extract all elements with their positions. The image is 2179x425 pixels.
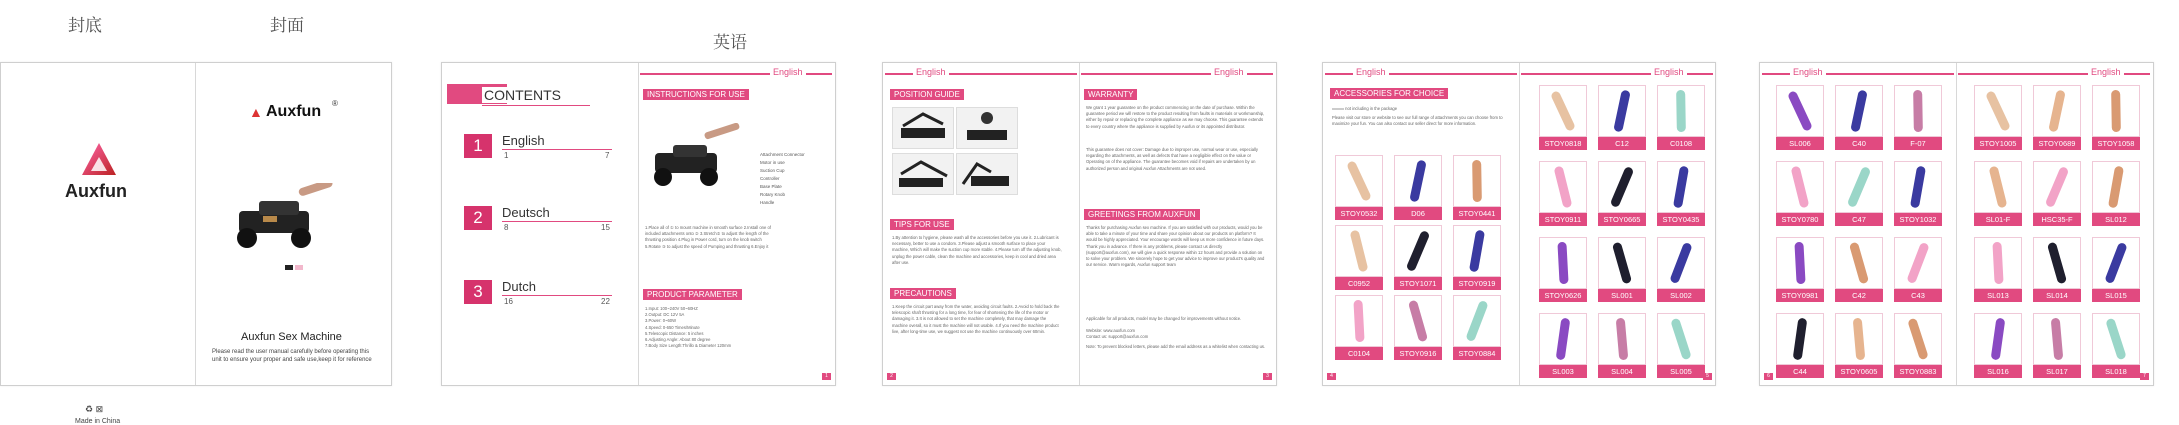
warranty-text: We grant 1 year guarantee on the product commencing on the date of purchase. Within the guarantee period we will restore to the product resulting from faults in materials or workmanship, either by repair or replacing the complete appliance as we may choose. This guarantee extends to every country where the appliance is supplied by Auxfun or its appointed distributor. (1086, 105, 1265, 129)
product-code: STOY0689 (2033, 137, 2081, 150)
part-label: Controller (760, 176, 780, 181)
product-image (1657, 161, 1705, 213)
part-label: Handle (760, 200, 775, 205)
product-image (1394, 225, 1442, 277)
contact-text: Contact us: support@auxfun.com (1086, 334, 1149, 339)
toc-end: 7 (605, 151, 610, 160)
product-tile[interactable] (1835, 313, 1883, 379)
accessories-spread (1322, 62, 1716, 386)
applicable-text: Applicable for all products, model may be changed for improvements without notice. (1086, 316, 1242, 321)
product-tile[interactable] (1539, 237, 1587, 303)
product-code: F-07 (1894, 137, 1942, 150)
cover-spread (0, 62, 392, 425)
product-image (1776, 237, 1824, 289)
page-number: 1 (822, 373, 831, 380)
product-tile[interactable] (1598, 313, 1646, 379)
product-image (1894, 313, 1942, 365)
instructions-title: INSTRUCTIONS FOR USE (643, 89, 749, 100)
front-cover-label: 封面 (270, 16, 304, 36)
page-header: English (1958, 67, 2150, 77)
part-label: Suction Cup (760, 168, 785, 173)
toc-end: 15 (601, 223, 610, 232)
product-image (2033, 161, 2081, 213)
product-image (2092, 313, 2140, 365)
product-tile[interactable] (2033, 85, 2081, 151)
product-code: SL015 (2092, 289, 2140, 302)
product-code: STOY0981 (1776, 289, 1824, 302)
accessory-grid (1539, 85, 1705, 379)
product-tile[interactable] (1894, 313, 1942, 379)
product-shape (1989, 166, 2008, 209)
product-image (1894, 237, 1942, 289)
page-header: English (1325, 67, 1517, 77)
product-code: C44 (1776, 365, 1824, 378)
product-shape (1353, 300, 1364, 342)
warranty-title: WARRANTY (1084, 89, 1137, 100)
product-code: STOY0884 (1453, 347, 1501, 360)
product-code: C43 (1894, 289, 1942, 302)
product-tile[interactable] (1598, 237, 1646, 303)
product-image (2033, 85, 2081, 137)
product-code: SL018 (2092, 365, 2140, 378)
product-code: SL003 (1539, 365, 1587, 378)
product-shape (1907, 318, 1929, 361)
product-code: STOY0780 (1776, 213, 1824, 226)
front-cover-brand: Auxfun (266, 103, 322, 120)
product-shape (1550, 90, 1576, 132)
product-tile[interactable] (2033, 161, 2081, 227)
product-code: STOY0532 (1335, 207, 1383, 220)
product-shape (1991, 318, 2006, 361)
recycle-icon: ♻ ⊠ (85, 404, 104, 414)
product-shape (1992, 242, 2003, 284)
product-image (1394, 155, 1442, 207)
product-shape (1847, 166, 1872, 208)
product-shape (1676, 90, 1686, 132)
product-code: HSC35-F (2033, 213, 2081, 226)
toc-label[interactable]: Dutch (502, 279, 536, 294)
product-tile[interactable] (1539, 85, 1587, 151)
product-code: SL016 (1974, 365, 2022, 378)
product-image (1776, 161, 1824, 213)
product-code: STOY0883 (1894, 365, 1942, 378)
accessories-note: not including in the package (1332, 106, 1502, 112)
catalog-spread (1759, 62, 2154, 386)
product-shape (2048, 90, 2066, 133)
product-code: STOY0605 (1835, 365, 1883, 378)
contents-title: CONTENTS (484, 87, 561, 103)
product-code: STOY0911 (1539, 213, 1587, 226)
product-tile[interactable] (1894, 237, 1942, 303)
page-header: English (1762, 67, 1954, 77)
product-image (1974, 85, 2022, 137)
product-shape (1985, 90, 2011, 132)
product-shape (2104, 242, 2127, 284)
page-header: English (640, 67, 832, 77)
product-tile[interactable] (1453, 225, 1501, 291)
product-tile[interactable] (1394, 155, 1442, 221)
product-tile[interactable] (2092, 161, 2140, 227)
product-shape (2047, 242, 2067, 285)
product-image (1394, 295, 1442, 347)
product-shape (1613, 90, 1631, 133)
product-shape (1346, 160, 1372, 202)
product-image (1598, 85, 1646, 137)
product-code: STOY0916 (1394, 347, 1442, 360)
product-image (1835, 85, 1883, 137)
parts-list (760, 151, 805, 207)
product-code: SL006 (1776, 137, 1824, 150)
product-shape (1791, 166, 1810, 209)
front-cover-logo-icon: ▲ (249, 104, 263, 120)
product-image (1974, 237, 2022, 289)
toc-number: 3 (464, 280, 492, 304)
greetings-text: Thanks for purchasing Auxfun sex machine. If you are satisfied with our products, would you be able to take a minute of your time and share your opinion about our products on platform? It would be highly appreciated. Your encourage words will keep us more confidence in future days. Thank you in advance. If there is any problems, please contact us directly (support@auxfun.com), we will give a quick response within 12 hours and provide a solution on to solve your problem. We sincerely hope to get your advice to improve our product's quality and our service. Warm regards, Auxfun support team (1086, 225, 1265, 268)
product-tile[interactable] (1657, 313, 1705, 379)
product-shape (1787, 90, 1813, 132)
product-tile[interactable] (1539, 313, 1587, 379)
page-number: 2 (887, 373, 896, 380)
product-image (1539, 313, 1587, 365)
catalog-grid (1974, 85, 2140, 379)
product-tile[interactable] (1835, 161, 1883, 227)
product-image (1894, 161, 1942, 213)
website-text: Website: www.auxfun.com (1086, 328, 1136, 333)
accessories-desc: Please visit our store or website to see our full range of attachments you can choose from to maximize your fun. You can also contact our seller direct for more information. (1332, 115, 1503, 127)
cover-notice: Please read the user manual carefully before operating this unit to ensure your proper and safe use,keep it for reference (212, 349, 372, 363)
product-shape (1472, 160, 1482, 202)
product-image (1657, 313, 1705, 365)
page-number: 4 (1327, 373, 1336, 380)
product-tile[interactable] (1335, 155, 1383, 221)
product-tile[interactable] (1776, 313, 1824, 379)
part-label: Motor in use (760, 160, 785, 165)
product-image (2033, 313, 2081, 365)
product-code: C0104 (1335, 347, 1383, 360)
fold-line (1079, 63, 1080, 385)
product-code: STOY0919 (1453, 277, 1501, 290)
product-title: Auxfun Sex Machine (241, 331, 342, 343)
part-label: Rotary Knob (760, 192, 786, 197)
product-shape (1465, 300, 1488, 342)
product-shape (1612, 242, 1632, 285)
product-tile[interactable] (1657, 237, 1705, 303)
product-code: SL005 (1657, 365, 1705, 378)
color-swatch-pink (295, 265, 303, 270)
note-text: Note: To prevent blocked letters, please add the email address as a whitelist when contacting us. (1086, 344, 1266, 349)
toc-start: 16 (504, 297, 513, 306)
product-code: SL01-F (1974, 213, 2022, 226)
product-shape (1673, 166, 1689, 209)
page-number: 7 (2140, 373, 2149, 380)
fold-line (638, 63, 639, 385)
product-image (2092, 237, 2140, 289)
page-header: English (1081, 67, 1273, 77)
product-shape (1408, 300, 1428, 343)
product-shape (1469, 230, 1485, 273)
toc-end: 22 (601, 297, 610, 306)
product-image (1598, 161, 1646, 213)
product-shape (1409, 160, 1427, 203)
product-image (2092, 85, 2140, 137)
contents-underline (482, 105, 590, 106)
product-shape (1906, 242, 1929, 284)
product-code: C40 (1835, 137, 1883, 150)
product-shape (1910, 166, 1926, 209)
product-tile[interactable] (2033, 313, 2081, 379)
product-code: C0952 (1335, 277, 1383, 290)
product-image (1598, 237, 1646, 289)
position-photo (892, 107, 954, 149)
page-header: English (885, 67, 1077, 77)
product-shape (2045, 166, 2070, 208)
page-header: English (1521, 67, 1713, 77)
product-shape (1670, 318, 1692, 361)
product-shape (2105, 318, 2127, 361)
back-cover-brand: Auxfun (65, 181, 127, 201)
product-tile[interactable] (1776, 85, 1824, 151)
product-tile[interactable] (1974, 161, 2022, 227)
accessories-title: ACCESSORIES FOR CHOICE (1330, 88, 1448, 99)
product-shape (1406, 230, 1431, 272)
product-code: SL001 (1598, 289, 1646, 302)
product-image (1539, 85, 1587, 137)
product-code: STOY1058 (2092, 137, 2140, 150)
product-image (1894, 85, 1942, 137)
product-image (1835, 313, 1883, 365)
product-image (1335, 225, 1383, 277)
product-image (1835, 237, 1883, 289)
product-shape (1669, 242, 1692, 284)
product-tile[interactable] (1894, 85, 1942, 151)
product-image (1835, 161, 1883, 213)
registered-mark: ® (332, 99, 338, 108)
product-image (2092, 161, 2140, 213)
product-image (1453, 295, 1501, 347)
warranty-text-2: This guarantee does not cover: Damage due to improper use, normal wear or use, especially regarding the attachments, as well as defects that have a negligible effect on the value or Operating on of the appliance. The guarantee becomes void if repairs are undertaken by un authorized person and original Auxfun Attachments are not used. (1086, 147, 1259, 171)
fold-line (1519, 63, 1520, 385)
product-code: C47 (1835, 213, 1883, 226)
toc-label[interactable]: Deutsch (502, 205, 550, 220)
product-shape (1610, 166, 1635, 208)
product-shape (2111, 90, 2121, 132)
product-image (1335, 155, 1383, 207)
product-tile[interactable] (1974, 237, 2022, 303)
made-in-label: Made in China (75, 418, 121, 425)
product-shape (1350, 230, 1369, 273)
back-cover-logo-icon (80, 141, 118, 179)
product-tile[interactable] (1835, 85, 1883, 151)
product-shape (1616, 318, 1629, 361)
product-shape (2108, 166, 2124, 209)
product-parameter-title: PRODUCT PARAMETER (643, 289, 742, 300)
product-tile[interactable] (1776, 237, 1824, 303)
product-shape (1849, 242, 1869, 285)
accessory-grid (1335, 155, 1501, 361)
product-tile[interactable] (2092, 313, 2140, 379)
machine-illustration (229, 183, 349, 253)
product-tile[interactable] (1335, 295, 1383, 361)
product-tile[interactable] (1835, 237, 1883, 303)
product-tile[interactable] (1657, 85, 1705, 151)
product-tile[interactable] (2033, 237, 2081, 303)
page-number: 5 (1703, 373, 1712, 380)
product-code: SL013 (1974, 289, 2022, 302)
product-shape (1913, 90, 1923, 132)
product-tile[interactable] (2092, 237, 2140, 303)
product-code: SL012 (2092, 213, 2140, 226)
product-tile[interactable] (1894, 161, 1942, 227)
product-tile[interactable] (1974, 85, 2022, 151)
product-code: STOY0626 (1539, 289, 1587, 302)
product-image (2033, 237, 2081, 289)
product-code: STOY1032 (1894, 213, 1942, 226)
toc-start: 8 (504, 223, 509, 232)
product-code: SL017 (2033, 365, 2081, 378)
product-shape (2051, 318, 2064, 361)
product-shape (1557, 242, 1568, 284)
product-tile[interactable] (1598, 85, 1646, 151)
product-image (1598, 313, 1646, 365)
position-photo (956, 107, 1018, 149)
product-image (1453, 155, 1501, 207)
page-number: 6 (1764, 373, 1773, 380)
toc-start: 1 (504, 151, 509, 160)
product-image (1974, 313, 2022, 365)
product-code: D06 (1394, 207, 1442, 220)
product-tile[interactable] (1394, 225, 1442, 291)
product-code: STOY0441 (1453, 207, 1501, 220)
product-code: STOY1005 (1974, 137, 2022, 150)
toc-number: 2 (464, 206, 492, 230)
product-image (1657, 85, 1705, 137)
product-tile[interactable] (1776, 161, 1824, 227)
product-code: SL004 (1598, 365, 1646, 378)
position-guide-title: POSITION GUIDE (890, 89, 964, 100)
product-image (1974, 161, 2022, 213)
product-image (1776, 85, 1824, 137)
product-image (1453, 225, 1501, 277)
product-code: SL014 (2033, 289, 2081, 302)
product-shape (1794, 242, 1805, 284)
product-shape (1793, 318, 1808, 361)
part-label: Base Plate (760, 184, 782, 189)
product-tile[interactable] (1539, 161, 1587, 227)
page-number: 3 (1263, 373, 1272, 380)
product-shape (1853, 318, 1866, 361)
color-swatch (285, 265, 293, 270)
product-image (1539, 161, 1587, 213)
product-tile[interactable] (1335, 225, 1383, 291)
part-label: Attachment Connector (760, 152, 805, 157)
product-shape (1850, 90, 1868, 133)
instructions-steps: 1.Place all of ① to mount machine in smooth surface 2.Install one of included attachments onto ② 3.Stretch② to adjust the length of the thrusting position 4.Plug in Power cord, turn on the knob switch 5.Rotate ③ to adjust the speed of Pumping and thrusting 6.Enjoy it (645, 225, 771, 249)
product-code: SL002 (1657, 289, 1705, 302)
product-code: STOY0665 (1598, 213, 1646, 226)
product-image (1335, 295, 1383, 347)
english-section-label: 英语 (713, 33, 747, 53)
product-image (1776, 313, 1824, 365)
product-code: STOY1071 (1394, 277, 1442, 290)
catalog-grid (1776, 85, 1942, 379)
contents-spread (441, 62, 836, 386)
position-photo (892, 153, 954, 195)
product-code: STOY0818 (1539, 137, 1587, 150)
machine-diagram (647, 123, 747, 193)
back-cover-label: 封底 (68, 16, 102, 36)
greetings-title: GREETINGS FROM AUXFUN (1084, 209, 1200, 220)
toc-number: 1 (464, 134, 492, 158)
product-tile[interactable] (1453, 295, 1501, 361)
precautions-title: PRECAUTIONS (890, 288, 956, 299)
product-code: STOY0435 (1657, 213, 1705, 226)
position-photo (956, 153, 1018, 195)
fold-line (195, 63, 196, 385)
toc-label[interactable]: English (502, 133, 545, 148)
product-tile[interactable] (2092, 85, 2140, 151)
precautions-text: 1.Keep the circuit part away from the water, avoiding circuit faults. 2.Avoid to hold back the telescopic shaft thrusting for a long time, for fear of shortening the life of the motor or damaging it. 3.It is not allowed to set the machine completely, that may damage the machine overall, so it must the machine will not usable. 4.If you need the machine product live, after long-time use, we suggest not use the machine continuously over 60min. (892, 304, 1060, 334)
product-tile[interactable] (1394, 295, 1442, 361)
product-tile[interactable] (1974, 313, 2022, 379)
product-tile[interactable] (1598, 161, 1646, 227)
product-shape (1556, 318, 1571, 361)
product-image (1539, 237, 1587, 289)
product-code: C42 (1835, 289, 1883, 302)
tips-title: TIPS FOR USE (890, 219, 954, 230)
tips-text: 1.By attention to hygiene, please wash all the accessories before you use it. 2.Lubricant is necessary, better to use a condom. 3.Please adjust a smooth surface to place your machine, Which will make the suction cup more stable. 4.Please turn off the adjusting knob, unplug the power cable, clean the machine and accessories, keep in cool and dried area after use. (892, 235, 1062, 265)
product-tile[interactable] (1453, 155, 1501, 221)
guide-spread (882, 62, 1277, 386)
product-image (1657, 237, 1705, 289)
parameter-list: 1.Input: 100~240V 50~60HZ 2.Output: DC 12V 5A 3.Power: 0~60W 4.Speed: 0-650 Times/Minute 5.Telescopic Distance: 5 inches 6.Adjusting Angle: About 80 degree 7.Body Size Length:Thrillo & Diameter 120mm (645, 306, 732, 349)
product-tile[interactable] (1657, 161, 1705, 227)
product-shape (1554, 166, 1573, 209)
product-code: C12 (1598, 137, 1646, 150)
product-code: C0108 (1657, 137, 1705, 150)
fold-line (1956, 63, 1957, 385)
